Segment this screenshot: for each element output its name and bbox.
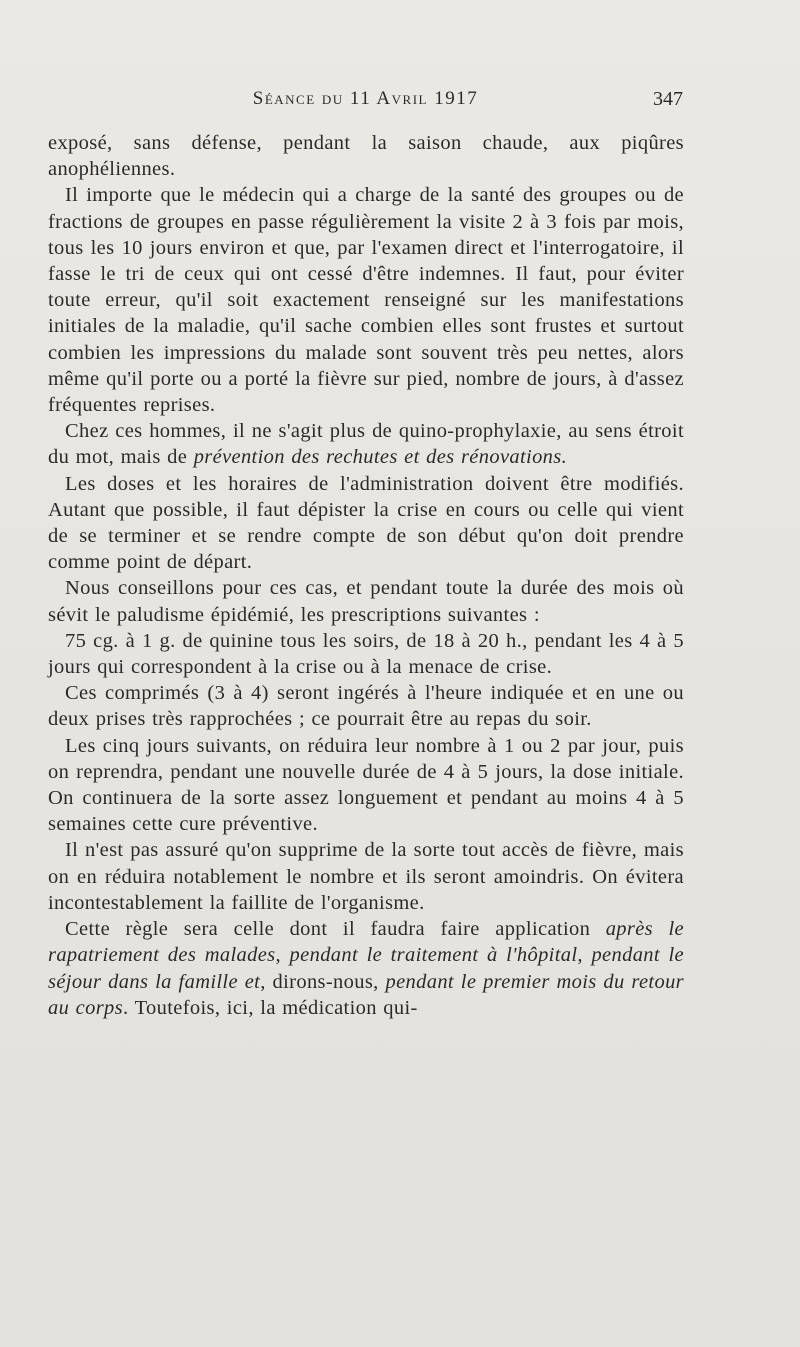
paragraph-7: Ces comprimés (3 à 4) seront ingérés à l'heure indiquée et en une ou deux prises très rapprochées ; ce pourrait être au repas du soir. <box>48 682 684 731</box>
paragraph-10-italic-d: pendant le traitement à l'hôpital <box>289 944 578 967</box>
paragraph-10-italic-b: après le rapatriement des malades <box>48 918 684 967</box>
page-number: 347 <box>653 88 683 110</box>
paragraph-10-italic-f: pendant le séjour dans la famille et <box>48 944 684 993</box>
paragraph-10-text-g: , dirons-nous, <box>260 970 386 993</box>
running-title: Séance du 11 Avril 1917 <box>252 88 479 109</box>
paragraph-1: exposé, sans défense, pendant la saison chaude, aux piqûres anophéliennes. <box>48 132 684 181</box>
paragraph-2: Il importe que le médecin qui a charge de la santé des groupes ou de fractions de groupes en passe régulièrement la visite 2 à 3 fois par mois, tous les 10 jours environ et que, par l'examen direct et l'interrogatoire, il fasse le tri de ceux qui ont cessé d'être indemnes. Il faut, pour éviter toute erreur, qu'il soit exactement renseigné sur les manifestations initiales de la maladie, qu'il sache combien elles sont frustes et surtout combien les impressions du malade sont souvent très peu nettes, alors même qu'il porte ou a porté la fièvre sur pied, nombre de jours, à d'assez fréquentes reprises. <box>48 184 684 417</box>
paragraph-6: 75 cg. à 1 g. de quinine tous les soirs, de 18 à 20 h., pendant les 4 à 5 jours qui correspondent à la crise ou à la menace de crise. <box>48 629 684 679</box>
paragraph-3-italic: prévention des rechutes et des rénovations. <box>193 446 568 469</box>
paragraph-3-text: Chez ces hommes, il ne s'agit plus de quino-prophylaxie, au sens étroit du mot, mais de <box>48 420 684 469</box>
paragraph-10 <box>48 916 684 1021</box>
paragraph-3 <box>48 418 684 470</box>
paragraph-10-text-e: , <box>577 944 592 967</box>
paragraph-8: Les cinq jours suivants, on réduira leur nombre à 1 ou 2 par jour, puis on reprendra, pendant une nouvelle durée de 4 à 5 jours, la dose initiale. On continuera de la sorte assez longuement et pendant au moins 4 à 5 semaines cette cure préventive. <box>48 734 684 836</box>
paragraph-10-text-c: , <box>275 944 290 967</box>
body-text <box>48 130 684 1021</box>
paragraph-10-text-i: . Toutefois, ici, la médication qui- <box>122 996 418 1019</box>
paragraph-5: Nous conseillons pour ces cas, et pendant toute la durée des mois où sévit le paludisme épidémié, les prescriptions suivantes : <box>48 577 684 626</box>
paragraph-10-italic-h: pendant le premier mois du retour au corps <box>48 970 685 1019</box>
running-head <box>48 84 683 114</box>
paragraph-9: Il n'est pas assuré qu'on supprime de la sorte tout accès de fièvre, mais on en réduira notablement le nombre et ils seront amoindris. On évitera incontestablement la faillite de l'organisme. <box>48 839 684 914</box>
paragraph-10-text-a: Cette règle sera celle dont il faudra faire application <box>65 918 606 941</box>
paragraph-4: Les doses et les horaires de l'administration doivent être modifiés. Autant que possible, il faut dépister la crise en cours ou celle qui vient de se terminer et se rendre compte de son début qu'on doit prendre comme point de départ. <box>48 472 684 574</box>
